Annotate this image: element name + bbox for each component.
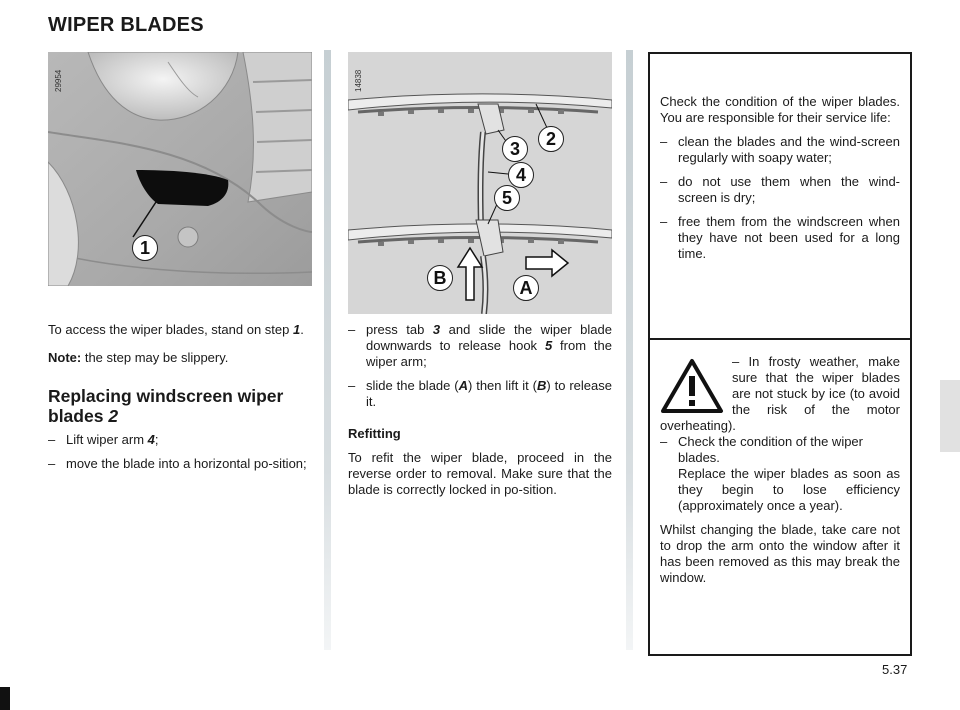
list-item: – move the blade into a horizontal po-sition; [48, 456, 307, 471]
callout-2: 2 [538, 126, 564, 152]
care-info-box [648, 52, 912, 340]
callout-B: B [427, 265, 453, 291]
list-item: – Check the condition of the wiper blades. Replace the wiper blades as soon as they begin to lose efficiency (approximately once a year). [660, 434, 900, 513]
bumper-step-figure [48, 52, 312, 286]
callout-5: 5 [494, 185, 520, 211]
page-title: WIPER BLADES [48, 14, 204, 36]
warning-closing: Whilst changing the blade, take care not to drop the arm onto the window after it has been removed as this may break the window. [660, 522, 900, 585]
care-intro: Check the condition of the wiper blades. You are responsible for their service life: [660, 94, 900, 125]
wiper-blade-illustration [348, 52, 612, 314]
left-column-text [48, 322, 312, 480]
warning-box [648, 338, 912, 656]
list-item: – do not use them when the wind-screen is dry; [660, 174, 900, 205]
ref-2: 2 [108, 406, 119, 426]
section-tab-marker [940, 380, 960, 452]
column-divider-left [324, 50, 331, 650]
callout-3: 3 [502, 136, 528, 162]
wiper-blade-figure [348, 52, 612, 314]
callout-A: A [513, 275, 539, 301]
refitting-paragraph: To refit the wiper blade, proceed in the reverse order to removal. Make sure that the blade is correctly locked in po-sition. [348, 450, 612, 497]
warning-item-frost: – In frosty weather, make sure that the wiper blades are not stuck by ice (to avoid the risk of the motor overheating). [660, 354, 900, 433]
bumper-step-illustration [48, 52, 312, 286]
note-label: Note: [48, 350, 82, 365]
section-heading: Replacing windscreen wiper blades 2 [48, 386, 284, 426]
page-number: 5.37 [882, 662, 908, 677]
ref-5: 5 [544, 338, 553, 353]
list-item: – free them from the windscreen when they have not been used for a long time. [660, 214, 900, 261]
ref-1: 1 [292, 322, 301, 337]
figure-code: 14838 [354, 69, 363, 92]
list-item: – press tab 3 and slide the wiper blade downwards to release hook 5 from the wiper arm; [348, 322, 612, 369]
figure-code: 29954 [54, 69, 63, 92]
corner-mark [0, 687, 10, 710]
list-item: – slide the blade (A) then lift it (B) to release it. [348, 378, 612, 409]
ref-A: A [458, 378, 468, 393]
column-divider-right [626, 50, 633, 650]
ref-3: 3 [432, 322, 441, 337]
ref-B: B [537, 378, 547, 393]
list-item: – Lift wiper arm 4; [48, 432, 159, 447]
note-paragraph: Note: the step may be slippery. [48, 350, 229, 365]
refitting-heading: Refitting [348, 426, 401, 441]
callout-step: 1 [132, 235, 158, 261]
callout-4: 4 [508, 162, 534, 188]
middle-column-text [348, 322, 612, 506]
intro-paragraph: To access the wiper blades, stand on step 1. [48, 322, 304, 337]
list-item: – clean the blades and the wind-screen regularly with soapy water; [660, 134, 900, 165]
ref-4: 4 [147, 432, 155, 447]
